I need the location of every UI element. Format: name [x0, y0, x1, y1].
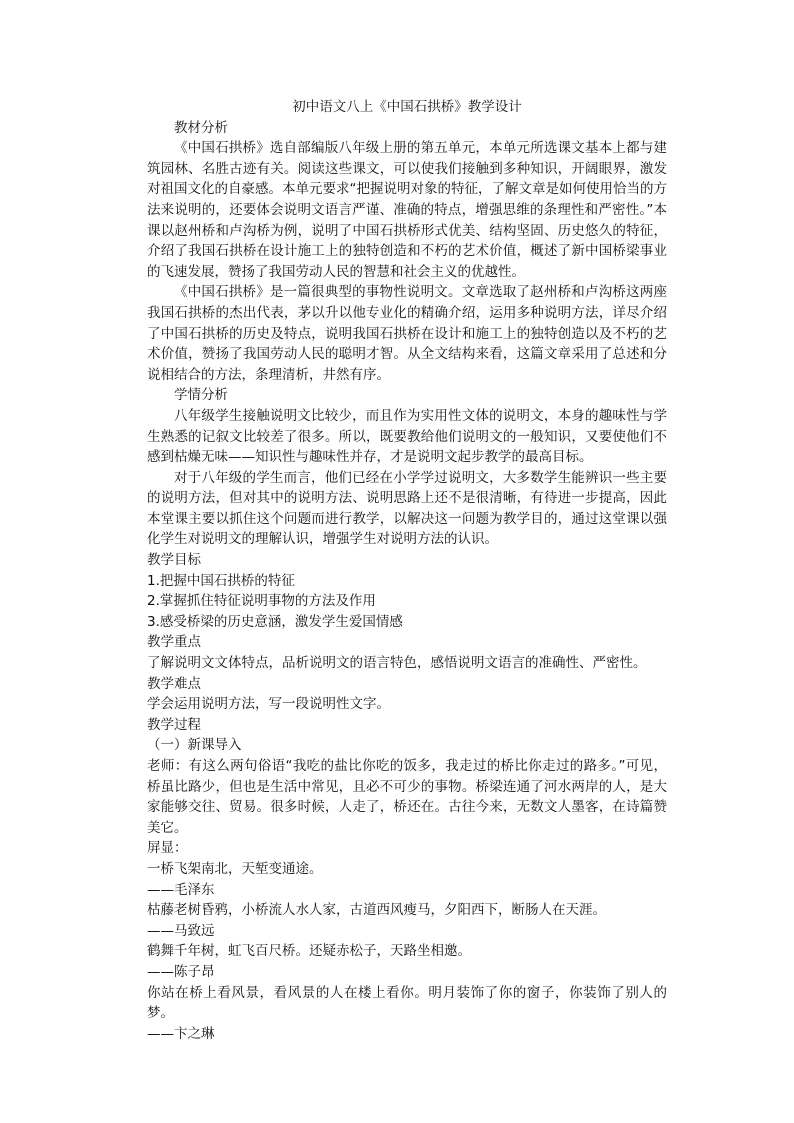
paragraph: 《中国石拱桥》选自部编版八年级上册的第五单元，本单元所选课文基本上都与建筑园林、名胜古迹有关。阅读这些课文，可以使我们接触到多种知识，开阔眼界，激发对祖国文化的自豪感。本单元要求“把握说明对象的特征，了解文章是如何使用恰当的方法来说明的，还要体会说明文语言严谨、准确的特点，增强思维的条理性和严密性。”本课以赵州桥和卢沟桥为例，说明了中国石拱桥形式优美、结构坚固、历史悠久的特征，介绍了我国石拱桥在设计施工上的独特创造和不朽的艺术价值，概述了新中国桥梁事业的飞速发展，赞扬了我国劳动人民的智慧和社会主义的优越性。	[147, 140, 667, 280]
paragraph: 《中国石拱桥》是一篇很典型的事物性说明文。文章选取了赵州桥和卢沟桥这两座我国石拱桥的杰出代表，茅以升以他专业化的精确介绍，运用多种说明方法，详尽介绍了中国石拱桥的历史及特点，说明我国石拱桥在设计和施工上的独特创造以及不朽的艺术价值，赞扬了我国劳动人民的聪明才智。从全文结构来看，这篇文章采用了总述和分说相结合的方法，条理清析，井然有序。	[147, 284, 667, 383]
paragraph: 学会运用说明方法，写一段说明性文字。	[147, 696, 390, 713]
quote-author: ——陈子昂	[147, 963, 215, 980]
section-heading-teaching-goals: 教学目标	[147, 552, 201, 569]
document-title: 初中语文八上《中国石拱桥》教学设计	[292, 99, 522, 115]
goal-item: 1.把握中国石拱桥的特征	[147, 572, 295, 589]
paragraph: 老师：有这么两句俗语“我吃的盐比你吃的饭多，我走过的桥比你走过的路多。”可见，桥虽比路少，但也是生活中常见，且必不可少的事物。桥梁连通了河水两岸的人，是大家能够交往、贸易。很多时候，人走了，桥还在。古往今来，无数文人墨客，在诗篇赞美它。	[147, 758, 667, 836]
section-heading-student-analysis: 学情分析	[174, 387, 228, 404]
quote: 鹤舞千年树，虹飞百尺桥。还疑赤松子，天路坐相邀。	[147, 943, 471, 960]
quote-author: ——马致远	[147, 922, 215, 939]
section-heading-material-analysis: 教材分析	[174, 119, 228, 136]
section-heading-teaching-process: 教学过程	[147, 716, 201, 733]
quote: 一桥飞架南北，天堑变通途。	[147, 860, 323, 877]
quote-author: ——毛泽东	[147, 881, 215, 898]
goal-item: 2.掌握抓住特征说明事物的方法及作用	[147, 593, 376, 610]
subsection-heading-intro: （一）新课导入	[147, 737, 242, 754]
section-heading-difficulties: 教学难点	[147, 675, 201, 692]
quote: 你站在桥上看风景，看风景的人在楼上看你。明月装饰了你的窗子，你装饰了别人的梦。	[147, 984, 667, 1022]
goal-item: 3.感受桥梁的历史意涵，激发学生爱国情感	[147, 613, 403, 630]
section-heading-key-points: 教学重点	[147, 634, 201, 651]
paragraph: 八年级学生接触说明文比较少，而且作为实用性文体的说明文，本身的趣味性与学生熟悉的记叙文比较差了很多。所以，既要教给他们说明文的一般知识，又要使他们不感到枯燥无味——知识性与趣味性并存，才是说明文起步教学的最高目标。	[147, 407, 667, 466]
screen-label: 屏显：	[147, 840, 188, 857]
quote: 枯藤老树昏鸦，小桥流人水人家，古道西风瘦马，夕阳西下，断肠人在天涯。	[147, 902, 606, 919]
paragraph: 对于八年级的学生而言，他们已经在小学学过说明文，大多数学生能辨识一些主要的说明方法，但对其中的说明方法、说明思路上还不是很清晰，有待进一步提高，因此本堂课主要以抓住这个问题而进行教学，以解决这一问题为教学目的，通过这堂课以强化学生对说明文的理解认识，增强学生对说明方法的认识。	[147, 469, 667, 548]
document-body	[147, 97, 667, 1044]
quote-author: ——卞之琳	[147, 1025, 215, 1042]
paragraph: 了解说明文文体特点，品析说明文的语言特色，感悟说明文语言的准确性、严密性。	[147, 655, 647, 672]
